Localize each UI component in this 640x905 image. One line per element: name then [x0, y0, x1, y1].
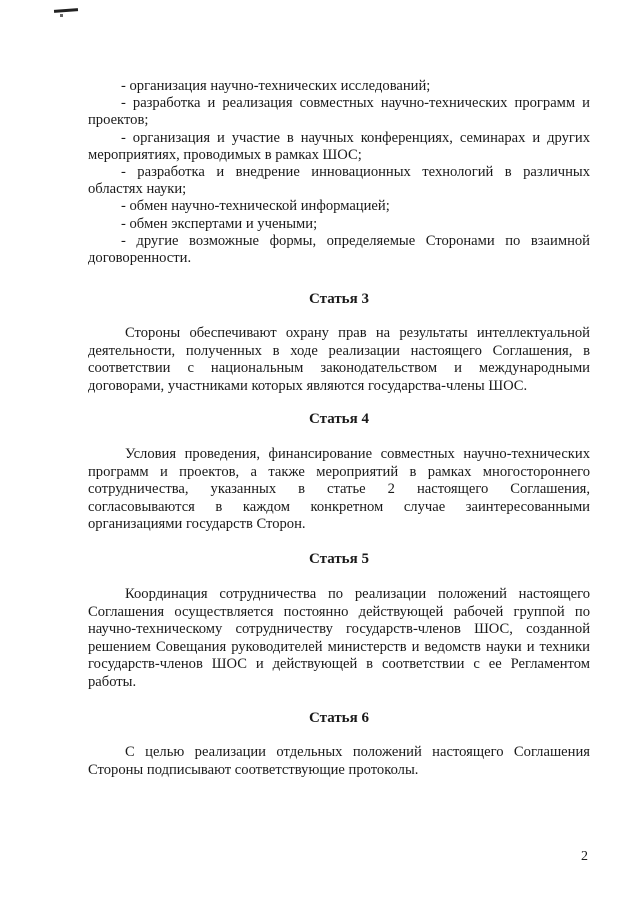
list-item: - организация и участие в научных конференциях, семинарах и других мероприятиях, проводимых в рамках ШОС; — [88, 129, 590, 163]
article-6-text: С целью реализации отдельных положений настоящего Соглашения Стороны подписывают соответствующие протоколы. — [88, 744, 590, 778]
page-number: 2 — [581, 849, 588, 864]
cooperation-forms-list — [88, 78, 590, 267]
list-item: - обмен экспертами и учеными; — [121, 215, 318, 232]
article-5-heading: Статья 5 — [309, 551, 369, 567]
article-4-text: Условия проведения, финансирование совместных научно-технических программ и проектов, а также мероприятий в рамках многостороннего сотрудничества, указанных в статье 2 настоящего Соглашения, согласовываются в каждом конкретном случае заинтересованными организациями государств Сторон. — [88, 446, 590, 533]
list-item: - обмен научно-технической информацией; — [121, 198, 390, 215]
article-4-heading: Статья 4 — [309, 411, 369, 427]
article-3-heading: Статья 3 — [309, 291, 369, 307]
article-5-text: Координация сотрудничества по реализации положений настоящего Соглашения осуществляется постоянно действующей рабочей группой по научно-техническому сотрудничеству государств-членов ШОС, созданной решением Совещания руководителей министерств и ведомств науки и техники государств-членов ШОС и действующей в соответствии с ее Регламентом работы. — [88, 586, 590, 690]
article-3-text: Стороны обеспечивают охрану прав на результаты интеллектуальной деятельности, полученных в ходе реализации настоящего Соглашения, в соответствии с национальным законодательством и международными договорами, участниками которых являются государства-члены ШОС. — [88, 325, 590, 394]
list-item: - организация научно-технических исследований; — [121, 78, 431, 94]
scan-artifact — [54, 8, 78, 13]
scan-artifact-dot — [60, 14, 63, 17]
list-item: - разработка и реализация совместных научно-технических программ и проектов; — [88, 95, 590, 129]
list-item: - разработка и внедрение инновационных технологий в различных областях науки; — [88, 164, 590, 198]
list-item: - другие возможные формы, определяемые Сторонами по взаимной договоренности. — [88, 232, 590, 267]
article-6-heading: Статья 6 — [309, 710, 369, 726]
